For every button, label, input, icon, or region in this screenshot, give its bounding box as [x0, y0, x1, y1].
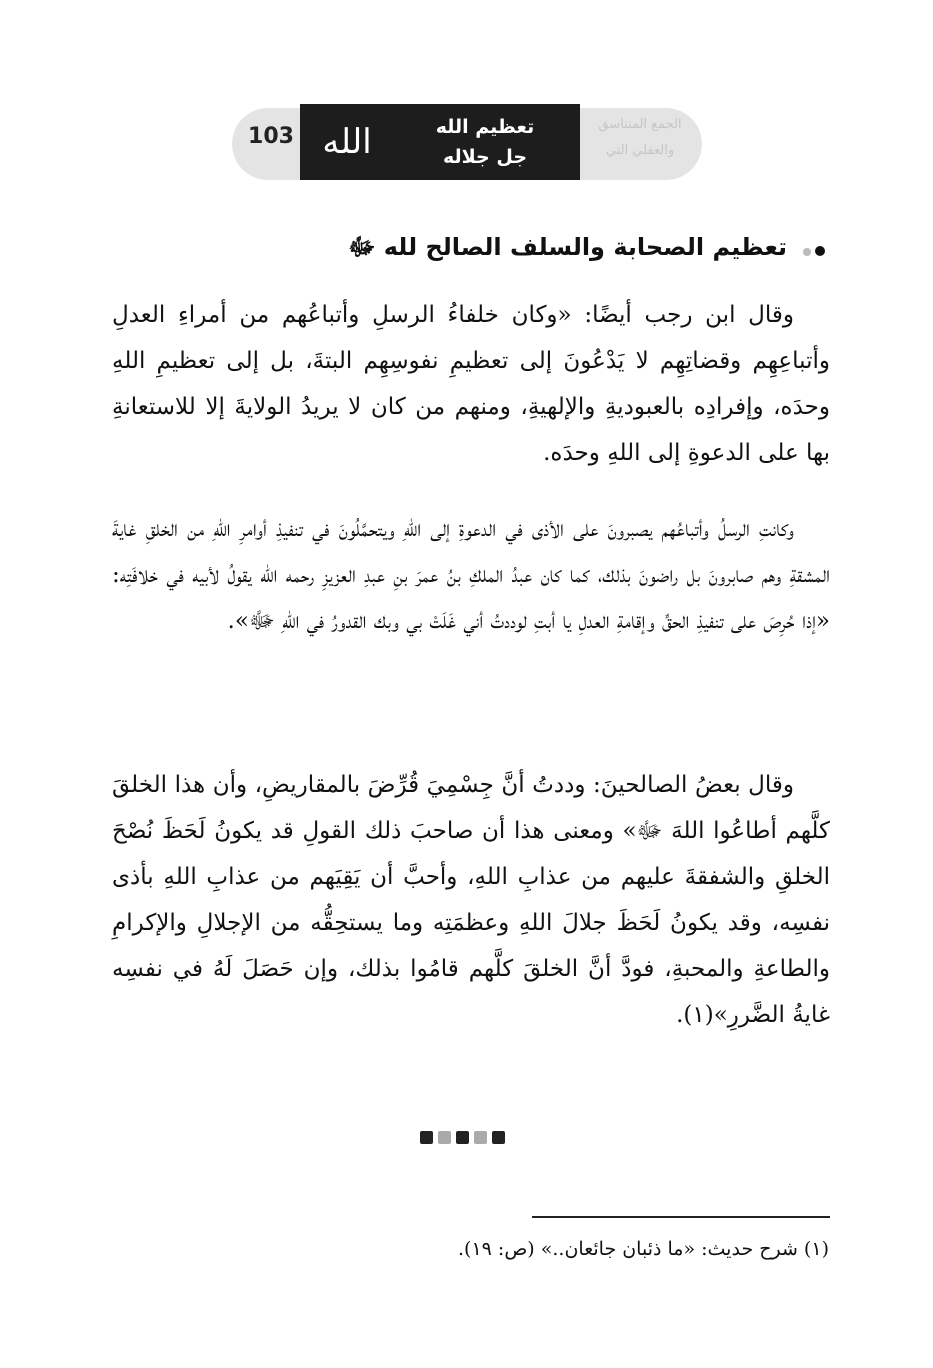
section-separator-icon [420, 1129, 510, 1145]
paragraph-2: وكانتِ الرسلُ وأتباعُهم يصبرونَ على الأذى في الدعوةِ إلى اللهِ ويتحمَّلُونَ في تنفيذِ أوامرِ اللهِ من الخلقِ غايةَ المشقةِ وهم صابرونَ بل راضونَ بذلك، كما كان عبدُ الملكِ بنُ عمرَ بنِ عبدِ العزيزِ رحمه الله يقولُ لأبيه في خلافَتِه: «إذا حُرِصَ على تنفيذِ الحقِّ وإقامةِ العدلِ يا أبتِ لوددتُ أني غَلَتْ بي وبك القدورُ في اللهِ ﷻ». [112, 516, 830, 634]
section-heading-text: تعظيم الصحابة والسلف الصالح لله ﷻ [348, 233, 787, 261]
paragraph-3: وقال بعضُ الصالحينَ: وددتُ أنَّ جِسْمِيَ قُرِّضَ بالمقاريضِ، وأن هذا الخلقَ كلَّهم أطاعُوا اللهَ ﷻ» ومعنى هذا أن صاحبَ ذلك القولِ قد يكونُ لَحَظَ نُصْحَ الخلقِ والشفقةَ عليهم من عذابِ اللهِ، وأحبَّ أن يَقِيَهم من عذابِ اللهِ بأذى نفسِه، وقد يكونُ لَحَظَ جلالَ اللهِ وعظمَتِه وما يستحِقُّه من الإجلالِ والإكرامِ والطاعةِ والمحبةِ، فودَّ أنَّ الخلقَ كلَّهم قامُوا بذلك، وإن حَصَلَ لَهُ في نفسِه غايةُ الضَّررِ»(١). [112, 772, 830, 1028]
paragraph-1: وقال ابن رجب أيضًا: «وكان خلفاءُ الرسلِ وأتباعُهم من أمراءِ العدلِ وأتباعِهِم وقضاتِهِم لا يَدْعُونَ إلى تعظيمِ نفوسِهِم البتةَ، بل إلى تعظيمِ اللهِ وحدَه، وإفرادِه بالعبوديةِ والإلهيةِ، ومنهم من كان لا يريدُ الولايةَ إلا للاستعانةِ بها على الدعوةِ إلى اللهِ وحدَه. [112, 302, 830, 466]
footnote: (١) شرح حديث: «ما ذئبان جائعان..» (ص: ١٩). [458, 1238, 829, 1260]
running-title [400, 112, 570, 172]
calligraphy-emblem: الله جل جلاله [312, 122, 382, 298]
running-title-line2: جل جلاله [442, 146, 528, 168]
running-title-line1: تعظيم الله [435, 116, 535, 138]
faded-header-text [584, 112, 696, 164]
faded-header-line1: الجمع المتناسق [598, 117, 682, 132]
bullet-dots-icon [799, 234, 825, 262]
section-heading [125, 232, 825, 267]
footnote-rule [532, 1216, 830, 1218]
page-number: 103 [248, 124, 294, 149]
faded-header-line2: والعقلي التي [605, 143, 675, 158]
